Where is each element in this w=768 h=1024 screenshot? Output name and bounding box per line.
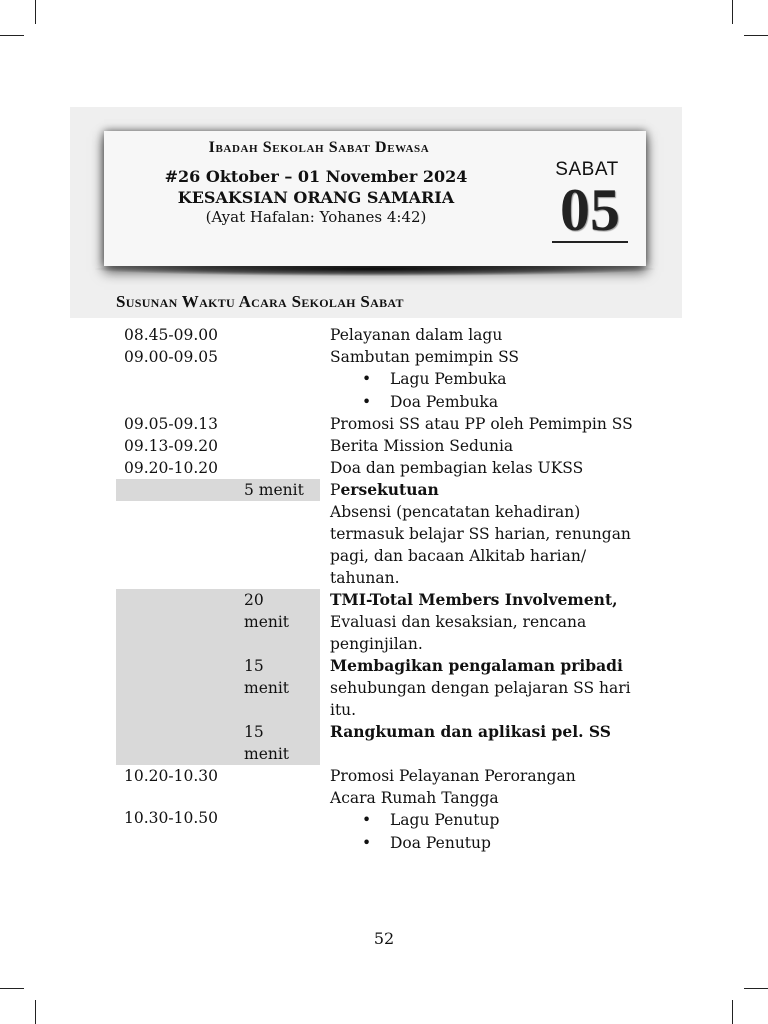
- activity-cell: [320, 479, 636, 589]
- bullet-text: Doa Penutup: [390, 833, 491, 852]
- duration-value: 15: [244, 723, 264, 741]
- duration-cell: 5 menit: [244, 481, 304, 499]
- duration-cell: [244, 457, 320, 479]
- sub-session-row: [116, 479, 656, 589]
- schedule-row: [116, 324, 656, 346]
- session-desc-line: pagi, dan bacaan Alkitab harian/: [330, 547, 587, 565]
- sub-session-row: [116, 589, 656, 655]
- bullet-text: Lagu Pembuka: [390, 370, 507, 388]
- activity-title: Acara Rumah Tangga: [330, 789, 499, 807]
- bullet-item: [330, 391, 636, 414]
- session-title: [330, 479, 636, 501]
- crop-mark: [0, 35, 24, 36]
- session-desc-line: itu.: [330, 701, 357, 719]
- activity-cell: Berita Mission Sedunia: [330, 437, 514, 455]
- time-cell: [116, 721, 244, 765]
- crop-mark: [35, 0, 36, 24]
- crop-mark: [732, 0, 733, 24]
- duration-unit: menit: [244, 745, 290, 763]
- duration-value: 15: [244, 657, 264, 675]
- memory-verse: (Ayat Hafalan: Yohanes 4:42): [205, 208, 427, 226]
- duration-unit: menit: [244, 679, 290, 697]
- activity-cell: [320, 589, 636, 655]
- session-desc-line: penginjilan.: [330, 635, 423, 653]
- session-desc-line: termasuk belajar SS harian, renungan: [330, 525, 631, 543]
- bullet-item: [330, 809, 636, 832]
- activity-cell: Promosi Pelayanan Perorangan: [330, 767, 576, 785]
- activity-cell: [320, 787, 636, 854]
- time-cell: 09.20-10.20: [124, 459, 218, 477]
- session-title: Membagikan pengalaman pribadi: [330, 656, 623, 675]
- crop-mark: [744, 988, 768, 989]
- schedule-row: [116, 787, 656, 854]
- time-cell: 08.45-09.00: [124, 326, 218, 344]
- schedule-row: [116, 435, 656, 457]
- activity-cell: [320, 655, 636, 721]
- lesson-date: #26 Oktober – 01 November 2024: [164, 167, 468, 186]
- bullet-icon: •: [362, 370, 372, 388]
- sub-session-row: [116, 721, 656, 765]
- time-cell: [116, 479, 244, 589]
- sabbat-label: SABAT: [555, 159, 619, 180]
- duration-unit: menit: [244, 613, 290, 631]
- duration-cell: [244, 589, 320, 655]
- schedule-row: [116, 457, 656, 479]
- session-desc-line: tahunan.: [330, 569, 400, 587]
- duration-value: 20: [244, 591, 264, 609]
- session-desc-line: Absensi (pencatatan kehadiran): [330, 503, 581, 521]
- session-title-initial: P: [330, 481, 341, 499]
- session-title: Rangkuman dan aplikasi pel. SS: [330, 722, 611, 741]
- duration-cell: [244, 413, 320, 435]
- time-cell: 09.13-09.20: [124, 437, 218, 455]
- duration-cell: [244, 435, 320, 457]
- duration-cell: [244, 721, 320, 765]
- activity-cell: Pelayanan dalam lagu: [330, 326, 503, 344]
- header-card: [104, 131, 646, 266]
- bullet-item: [330, 832, 636, 855]
- sub-session-row: [116, 655, 656, 721]
- bullet-text: Lagu Penutup: [390, 811, 500, 829]
- duration-cell: [244, 324, 320, 346]
- time-spacer: [124, 787, 244, 807]
- activity-title: Sambutan pemimpin SS: [330, 348, 520, 366]
- activity-cell: Doa dan pembagian kelas UKSS: [330, 459, 584, 477]
- activity-cell: [320, 721, 636, 765]
- crop-mark: [35, 1000, 36, 1024]
- crop-mark: [0, 988, 24, 989]
- time-cell: [116, 589, 244, 655]
- duration-cell: [244, 346, 320, 413]
- schedule-table: [116, 324, 656, 854]
- page-number: 52: [373, 929, 395, 948]
- bullet-text: Doa Pembuka: [390, 392, 499, 411]
- crop-mark: [732, 1000, 733, 1024]
- session-desc-line: sehubungan dengan pelajaran SS hari: [330, 679, 631, 697]
- time-cell: 09.00-09.05: [124, 348, 218, 366]
- activity-cell: [320, 346, 636, 413]
- time-value: 10.30-10.50: [124, 809, 218, 827]
- session-title-rest: ersekutuan: [340, 480, 439, 499]
- session-title: TMI-Total Members Involvement,: [330, 590, 618, 609]
- bullet-icon: •: [362, 392, 372, 411]
- schedule-row: [116, 413, 656, 435]
- lesson-title: KESAKSIAN ORANG SAMARIA: [177, 188, 455, 207]
- duration-cell: [244, 655, 320, 721]
- schedule-row: [116, 765, 656, 787]
- series-title: Ibadah Sekolah Sabat Dewasa: [208, 139, 430, 156]
- duration-cell: [244, 765, 320, 787]
- time-cell: [116, 655, 244, 721]
- bullet-icon: •: [362, 833, 372, 852]
- bullet-icon: •: [362, 811, 372, 829]
- lesson-info: [104, 137, 516, 226]
- sabbat-number: 05: [552, 179, 628, 243]
- duration-cell: [244, 787, 320, 854]
- time-cell: [116, 787, 244, 854]
- time-cell: 09.05-09.13: [124, 415, 218, 433]
- section-title: Susunan Waktu Acara Sekolah Sabat: [116, 292, 404, 311]
- bullet-item: [330, 368, 636, 391]
- crop-mark: [744, 35, 768, 36]
- session-desc-line: Evaluasi dan kesaksian, rencana: [330, 613, 587, 631]
- activity-cell: Promosi SS atau PP oleh Pemimpin SS: [330, 415, 633, 433]
- schedule-row: [116, 346, 656, 413]
- time-cell: 10.20-10.30: [124, 767, 218, 785]
